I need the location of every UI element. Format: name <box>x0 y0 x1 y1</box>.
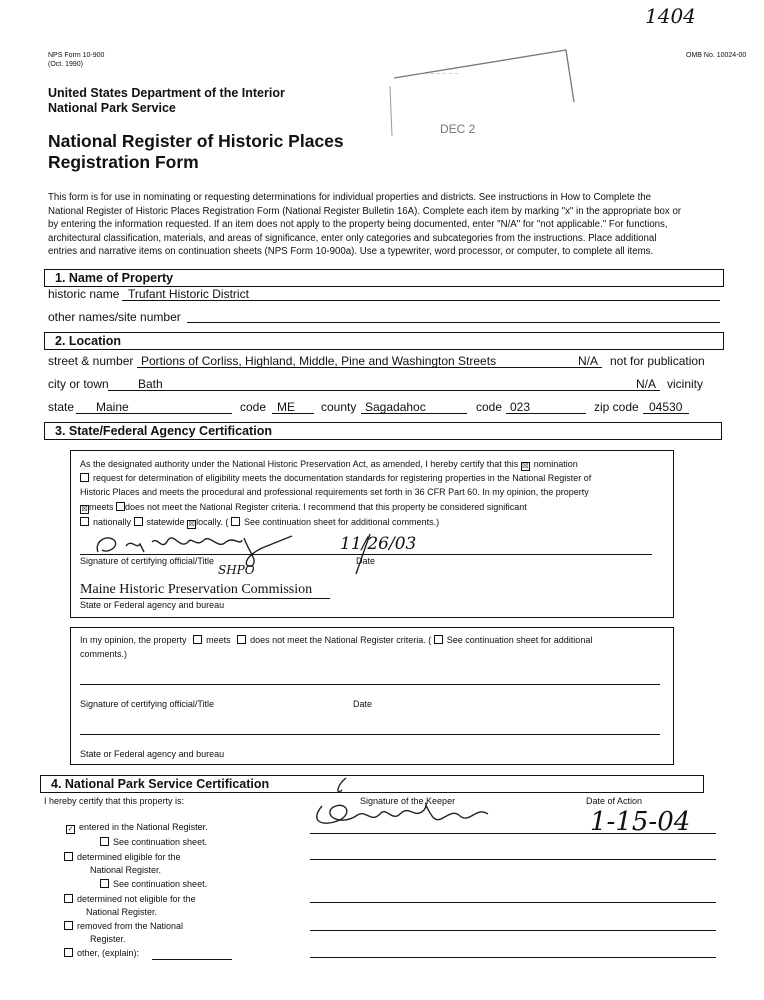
county-code-label: code <box>476 400 503 414</box>
request-determination-checkbox[interactable] <box>80 473 89 482</box>
street-label: street & number <box>48 354 134 368</box>
section-2-header <box>44 332 724 350</box>
not-eligible-label-2: National Register. <box>86 907 158 917</box>
continuation-1-label: See continuation sheet. <box>113 837 208 847</box>
city-line <box>108 389 660 391</box>
opinion-agency-line[interactable] <box>80 733 660 735</box>
keeper-line-2 <box>310 858 716 860</box>
state-label: state <box>48 400 75 414</box>
keeper-signature <box>300 776 500 834</box>
opinion-box <box>70 627 674 765</box>
opinion-line <box>80 635 592 645</box>
handwritten-reference: 1404 <box>645 4 696 28</box>
section-3-header <box>44 422 722 440</box>
vicinity-na[interactable]: N/A <box>636 377 657 391</box>
signature-label: Signature of certifying official/Title <box>80 556 215 566</box>
nationally-label: nationally <box>93 517 132 527</box>
state-code-value[interactable]: ME <box>277 400 295 414</box>
keeper-line-5 <box>310 956 716 958</box>
zip-value[interactable]: 04530 <box>649 400 683 414</box>
date-of-action-label: Date of Action <box>586 796 643 806</box>
instructions-line: This form is for use in nominating or requesting determinations for individual properties and districts. See instructions in How to Complete the <box>48 192 652 203</box>
street-na[interactable]: N/A <box>578 354 599 368</box>
cert-line-1 <box>80 459 578 471</box>
continuation-2-label: See continuation sheet. <box>113 879 208 889</box>
eligible-label-2: National Register. <box>90 865 162 875</box>
entered-label: entered in the National Register. <box>79 822 208 832</box>
does-not-meet-label: does not meet the National Register criteria. I recommend that this property be considered significant <box>125 502 527 512</box>
opinion-does-not-meet-label: does not meet the National Register criteria. ( <box>250 635 432 645</box>
opinion-comments: comments.) <box>80 649 128 659</box>
service: National Park Service <box>48 101 176 115</box>
locally-checkbox[interactable]: ☒ <box>188 521 195 528</box>
opinion-continuation-checkbox[interactable] <box>434 635 443 644</box>
other-names-label: other names/site number <box>48 310 181 324</box>
meets-checkbox[interactable]: ☒ <box>81 506 88 513</box>
other-names-field[interactable] <box>187 321 720 323</box>
eligible-label: determined eligible for the <box>77 852 181 862</box>
form-number: NPS Form 10-900 <box>48 52 105 59</box>
department: United States Department of the Interior <box>48 86 285 100</box>
county-label: county <box>321 400 357 414</box>
not-eligible-checkbox[interactable] <box>64 894 73 903</box>
not-eligible-label: determined not eligible for the <box>77 894 196 904</box>
instructions <box>48 191 720 259</box>
opinion-meets-label: meets <box>206 635 231 645</box>
date-label: Date <box>356 556 376 566</box>
historic-name-label: historic name <box>48 287 120 301</box>
removed-option <box>64 921 183 931</box>
eligible-checkbox[interactable] <box>64 852 73 861</box>
action-date: 1-15-04 <box>590 807 691 837</box>
meets-label: meets <box>89 502 114 512</box>
other-explain-line[interactable] <box>152 958 232 960</box>
instructions-line: architectural classification, materials, and areas of significance, enter only categories and subcategories from the instructions. Place additional <box>48 232 657 244</box>
zip-label: zip code <box>594 400 639 414</box>
vicinity-label: vicinity <box>667 377 704 391</box>
opinion-comments-line[interactable] <box>80 683 660 685</box>
historic-name-value[interactable]: Trufant Historic District <box>128 287 249 301</box>
certification-date: 11/26/03 <box>340 534 417 554</box>
cert-text: As the designated authority under the National Historic Preservation Act, as amended, I hereby certify that this <box>80 459 519 469</box>
continuation-label: See continuation sheet for additional comments.) <box>243 517 440 527</box>
not-for-publication-label: not for publication <box>610 354 705 368</box>
agency-label-2: State or Federal agency and bureau <box>80 749 225 759</box>
city-value[interactable]: Bath <box>138 377 163 391</box>
section-3-title: 3. State/Federal Agency Certification <box>55 424 272 438</box>
date-label-2: Date <box>353 699 373 709</box>
removed-checkbox[interactable] <box>64 921 73 930</box>
received-stamp <box>388 46 578 136</box>
continuation-2-checkbox[interactable] <box>100 879 109 888</box>
certify-label: I hereby certify that this property is: <box>44 796 185 806</box>
locally-label: locally. ( <box>196 517 229 527</box>
instructions-line: by entering the information requested. If an item does not apply to the property being documented, enter "N/A" for "not applicable." For functions, <box>48 219 668 230</box>
cert-line-2 <box>80 473 591 483</box>
agency-line <box>80 597 330 599</box>
street-value[interactable]: Portions of Corliss, Highland, Middle, Pine and Washington Streets <box>141 354 497 368</box>
removed-label: removed from the National <box>77 921 184 931</box>
nomination-checkbox[interactable]: ☒ <box>522 463 529 470</box>
shpo-title: SHPO <box>218 563 255 577</box>
other-label: other, (explain): <box>77 948 140 958</box>
section-1-header <box>44 269 724 287</box>
cert-text: request for determination of eligibility meets the documentation standards for registering properties in the National Register of <box>93 473 592 483</box>
svg-text:~ ~ ~ ~ ~ ~ ~: ~ ~ ~ ~ ~ ~ ~ <box>418 71 459 78</box>
form-title-line2: Registration Form <box>48 152 199 172</box>
cert-line-3: Historic Places and meets the procedural and professional requirements set forth in 36 CFR Part 60. In my opinion, the property <box>80 487 589 497</box>
signature-line <box>80 553 652 555</box>
form-title-line1: National Register of Historic Places <box>48 131 344 151</box>
opinion-continuation-label: See continuation sheet for additional <box>446 635 593 645</box>
opinion-meets-checkbox[interactable] <box>193 635 202 644</box>
keeper-line-3 <box>310 901 716 903</box>
other-checkbox[interactable] <box>64 948 73 957</box>
eligible-option <box>64 852 181 862</box>
county-code-value[interactable]: 023 <box>510 400 531 414</box>
section-4-title: 4. National Park Service Certification <box>51 777 270 791</box>
entered-checkbox[interactable]: ✓ <box>67 826 74 833</box>
opinion-does-not-meet-checkbox[interactable] <box>237 635 246 644</box>
stamp-date: DEC 2 <box>440 122 476 136</box>
not-eligible-option <box>64 894 196 904</box>
instructions-line: entries and narrative items on continuation sheets (NPS Form 10-900a). Use a typewriter, word processor, or computer, to complete all items. <box>48 246 654 257</box>
agency-value: Maine Historic Preservation Commission <box>80 582 313 597</box>
signature-label-2: Signature of certifying official/Title <box>80 699 215 709</box>
other-option <box>64 948 139 958</box>
form-date: (Oct. 1990) <box>48 61 84 68</box>
city-label: city or town <box>48 377 109 391</box>
instructions-line: National Register of Historic Places Registration Form (National Register Bulletin 16A). Complete each item by marking "x" in the appropriate box or <box>48 205 682 217</box>
keeper-signature-label: Signature of the Keeper <box>360 796 456 806</box>
removed-label-2: Register. <box>90 934 126 944</box>
section-2-title: 2. Location <box>55 334 121 348</box>
statewide-label: statewide <box>146 517 185 527</box>
keeper-line-4 <box>310 929 716 931</box>
agency-label: State or Federal agency and bureau <box>80 600 225 610</box>
see-continuation-1 <box>100 837 207 847</box>
county-value[interactable]: Sagadahoc <box>365 400 426 414</box>
state-code-label: code <box>240 400 267 414</box>
opinion-text: In my opinion, the property <box>80 635 187 645</box>
entered-option <box>66 822 208 834</box>
see-continuation-2 <box>100 879 207 889</box>
cert-line-4 <box>80 502 527 514</box>
section-1-title: 1. Name of Property <box>55 271 174 285</box>
nomination-label: nomination <box>533 459 578 469</box>
does-not-meet-checkbox[interactable] <box>116 502 125 511</box>
continuation-1-checkbox[interactable] <box>100 837 109 846</box>
keeper-signature-line <box>310 832 716 834</box>
nationally-checkbox[interactable] <box>80 517 89 526</box>
state-value[interactable]: Maine <box>96 400 129 414</box>
omb-number: OMB No. 10024-00 <box>686 52 747 59</box>
